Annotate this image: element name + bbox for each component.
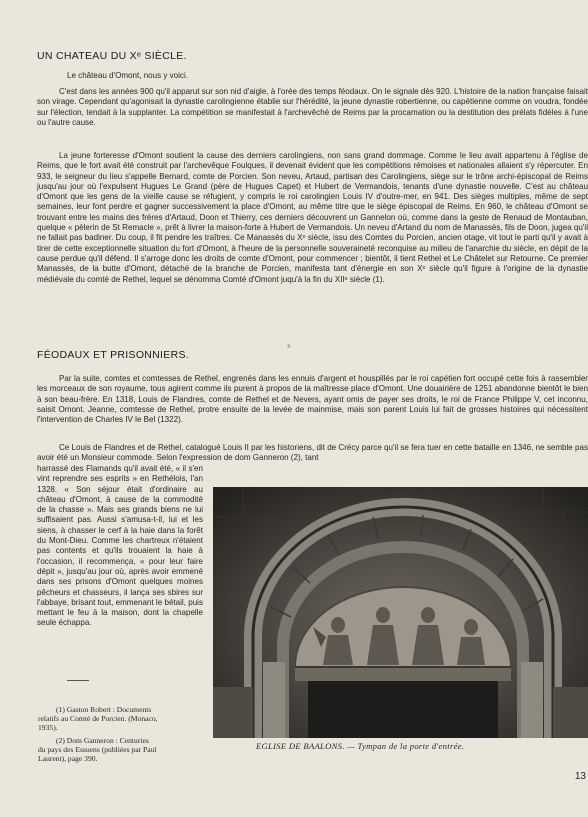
paragraph-2: La jeune forteresse d'Omont soutient la cause des derniers carolingiens, non sans grand dommage. Comme le lieu avait appartenu à l'église de Reims, que le fort avait été construit par l'archevêque Foulques, il devenait évident que les compétitions rémoises et nationales allaient s'y répercuter. En 933, le seigneur du lieu s'appelle Bernard, comte de Porcien. Son neveu, Artaud, partisan des Carolingiens, siège sur le trône archi-épiscopal de Reims jusqu'au jour où l'expulsent Hugues Le Grand (père de Hugues Capet) et Hubert de Vermandois, tenants d'une dynastie nouvelle. C'est au château d'Omont que les gens de la vieille cause se réfugient, y compris le roi carolingien Louis IV d'outre-mer, en 941. Des sièges multiples, même de sept semaines, leur font perdre et gagner successivement la place d'Omont, au même titre que le siège épiscopal de Reims. En 960, le château d'Omont se trouvant entre les mains des frères d'Artaud, Doon et Thierry, ces derniers découvrent un Gannelon où, comme dans la geste de Renaud de Montauban, quelque « pèlerin de St Remacle », prêt à livrer la maison-forte à Hubert de Vermandois. Un neveu d'Artand du nom de Manassès, fils de Doon, jugea qu'il ne fallait pas badiner. Du coup, il fit pendre les traîtres. Ce Manassès du Xᵉ siècle, issu des Comtes du Porcien, ancien otage, vit tout le parti qu'il y avait à tirer de cette exceptionnelle situation du fort d'Omont, à l'heure de la personnelle souveraineté reconquise au milieu de l'anarchie du siècle, en dépit de la cause perdue qu'il défend. Il s'arroge donc les droits de comte d'Omont, pour commencer ; bientôt, il tient Rethel et Le Châtelet sur Retourne. Ce premier Manassès, de la butte d'Omont, détaché de la branche de Porcien, manifesta tant d'énergie en son Xᵉ siècle qu'il figure à l'origine de la dynastie médiévale du comté de Rethel, lequel se dénomma Comté d'Omont juqu'à la fin du XIIᵉ siècle (1). bbox=[37, 151, 588, 284]
margin-mark: ± bbox=[287, 343, 291, 350]
footnote-divider bbox=[67, 680, 89, 681]
church-tympanum-photo bbox=[213, 487, 588, 738]
page-number: 13 bbox=[574, 771, 586, 782]
paragraph-3: Par la suite, comtes et comtesses de Rethel, engrenés dans les ennuis d'argent et houspillés par le roi capétien fort occupé cette fois à rassembler les morceaux de son royaume, tous agirent comme ils purent à propos de la maîtresse place d'Omont. Une douairière de 1251 abandonne bientôt le bien à son beau-frère. En 1318, Louis de Flandres, comte de Rethel et de Nevers, ayant omis de payer ses droits, le roi de France Philippe V, cet inconnu, saisit Omont. Jeanne, comtesse de Rethel, protre ensuite de la levée de mainmise, mais son parent Louis lui fait de grosses histoires qui nécessitent l'intervention de Charles IV le Bel (1322). bbox=[37, 374, 588, 425]
paragraph-4-column: harrassé des Flamands qu'il avait été, « il s'en vint reprendre ses esprits » en Rethélois, l'an 1328. « Son séjour était d'ordinaire au château d'Omont, à cause de la commodité de la chasse ». Mais ses grands biens ne lui suffisaient pas. Aussi s'amusa-t-il, lui et les siens, à chasser le cerf à la haie dans la forêt du Mont-Dieu. Comme les chartreux n'étaient pas contents et qu'ils trouaient la haie à l'occasion, il recommença, « pour leur faire dépit », jusqu'au jour où, après avoir emmené dans ses prisons d'Omont quelques moines pêcheurs et chasseurs, il lança ses sbires sur l'abbaye, brisant tout, emmenant le bétail, puis mettant le feu à la maison, dont la chapelle seule échappa. bbox=[37, 464, 203, 628]
intro-paragraph: Le château d'Omont, nous y voici. bbox=[67, 71, 188, 80]
paragraph-1: C'est dans les années 900 qu'il apparut sur son nid d'aigle, à l'orée des temps féodaux. On le signale dès 920. L'histoire de la nation française faisait son virage. Cependant qu'agonisait la dynastie carolingienne établie sur l'hérédité, la jeune dynastie robertienne, ou capétienne comme on voudra, fondée sur l'élection, tendait à la supplanter. La compétition se manifestait à l'archevêché de Reims par la procamation ou la destitution des prélats fidèles à l'une ou l'autre cause. bbox=[37, 87, 588, 127]
footnote-2: (2) Dom Ganneron : Centuries du pays des Essuens (publiées par Paul Laurent), page 390. bbox=[38, 735, 157, 764]
section-heading-feodaux: FÉODAUX ET PRISONNIERS. bbox=[37, 349, 189, 361]
paragraph-4-intro: Ce Louis de Flandres et de Rethel, catalogué Louis II par les historiens, dit de Crécy parce qu'il se fera tuer en cette bataille en 1346, ne semble pas avoir été un Monsieur commode. Selon l'expression de dom Ganneron (2), tant bbox=[37, 443, 588, 463]
section-heading-chateau: UN CHATEAU DU Xᵉ SIÈCLE. bbox=[37, 50, 187, 62]
figure-caption: EGLISE DE BAALONS. — Tympan de la porte d'entrée. bbox=[256, 741, 465, 751]
footnote-1: (1) Gaston Robert : Documents relatifs au Comté de Porcien. (Monaco, 1935). bbox=[38, 704, 158, 733]
